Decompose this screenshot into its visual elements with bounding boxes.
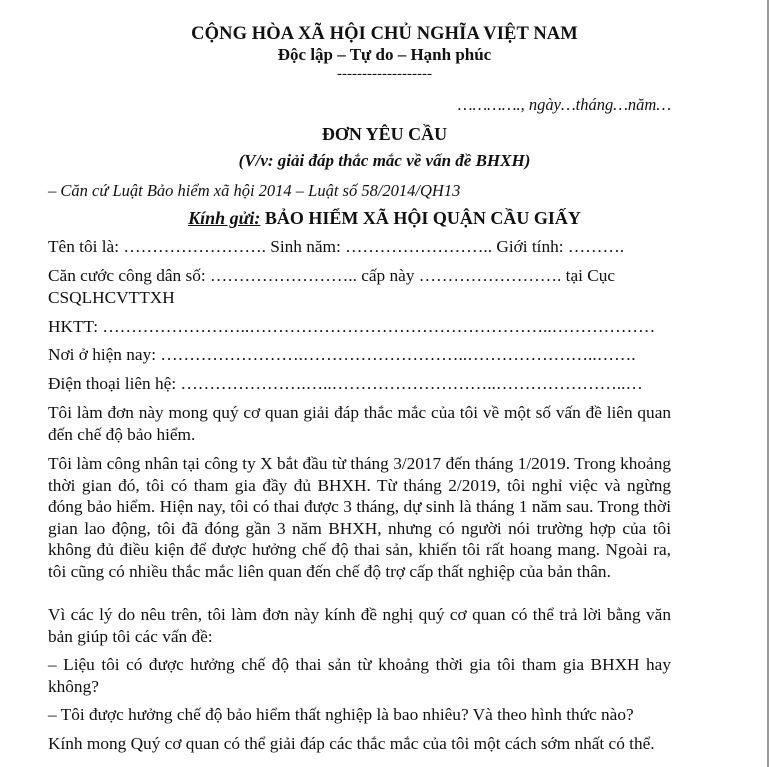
id-field-line: Căn cước công dân số: …………………….. cấp này ……………………. tại Cục: [48, 266, 616, 285]
residence-field-line: Nơi ở hiện nay: …………………….………………………..…………………..…….: [48, 345, 636, 364]
question-unemployment: – Tôi được hưởng chế độ bảo hiểm thất nghiệp là bao nhiêu? Và theo hình thức nào?: [48, 705, 634, 724]
document-subtitle: (V/v: giải đáp thắc mắc về vấn đề BHXH): [238, 151, 531, 170]
legal-basis: – Căn cứ Luật Bảo hiểm xã hội 2014 – Luật số 58/2014/QH13: [48, 181, 461, 200]
phone-field-line: Điện thoại liên hệ: ………………….…..………………………..…………………..…: [48, 374, 643, 393]
paragraph-request: Vì các lý do nêu trên, tôi làm đơn này kính đề nghị quý cơ quan có thể trả lời bằng văn bản giúp tôi các vấn đề:: [48, 605, 671, 646]
id-issuer-line: CSQLHCVTTXH: [48, 288, 175, 307]
question-maternity: – Liệu tôi có được hưởng chế độ thai sản từ khoảng thời gia tôi tham gia BHXH hay không?: [48, 655, 671, 696]
recipient-label: Kính gửi:: [188, 208, 261, 228]
national-motto: Độc lập – Tự do – Hạnh phúc: [277, 45, 492, 64]
recipient-name: BẢO HIỂM XÃ HỘI QUẬN CẦU GIẤY: [260, 208, 581, 228]
national-title: CỘNG HÒA XÃ HỘI CHỦ NGHĨA VIỆT NAM: [191, 24, 578, 44]
paragraph-closing: Kính mong Quý cơ quan có thể giải đáp các thắc mắc của tôi một cách sớm nhất có thể.: [48, 734, 655, 753]
paragraph-situation: Tôi làm công nhân tại công ty X bắt đầu từ tháng 3/2017 đến tháng 1/2019. Trong khoảng thời gian đó, tôi có tham gia đầy đủ BHXH. Từ tháng 2/2019, tôi nghỉ việc và ngừng đóng bảo hiểm. Hiện nay, tôi có thai được 3 tháng, dự sinh là tháng 1 năm sau. Trong thời gian lao động, tôi đã đóng gần 3 năm BHXH, nhưng có người nói trường hợp của tôi không đủ điều kiện để được hưởng chế độ thai sản, khiến tôi rất hoang mang. Ngoài ra, tôi cũng có nhiều thắc mắc liên quan đến chế độ trợ cấp thất nghiệp của bản thân.: [48, 454, 671, 581]
paragraph-intro: Tôi làm đơn này mong quý cơ quan giải đáp thắc mắc của tôi về một số vấn đề liên quan đến chế độ bảo hiểm.: [48, 403, 671, 444]
hktt-field-line: HKTT: ……………………..……………………………………………..………………: [48, 317, 656, 336]
dateline: …………., ngày…tháng…năm…: [457, 95, 671, 114]
recipient-line: [0, 208, 769, 229]
header-divider: -------------------: [337, 66, 432, 82]
name-field-line: Tên tôi là: ……………………. Sinh năm: …………………….. Giới tính: ……….: [48, 237, 625, 256]
document-title: ĐƠN YÊU CẦU: [321, 124, 448, 144]
